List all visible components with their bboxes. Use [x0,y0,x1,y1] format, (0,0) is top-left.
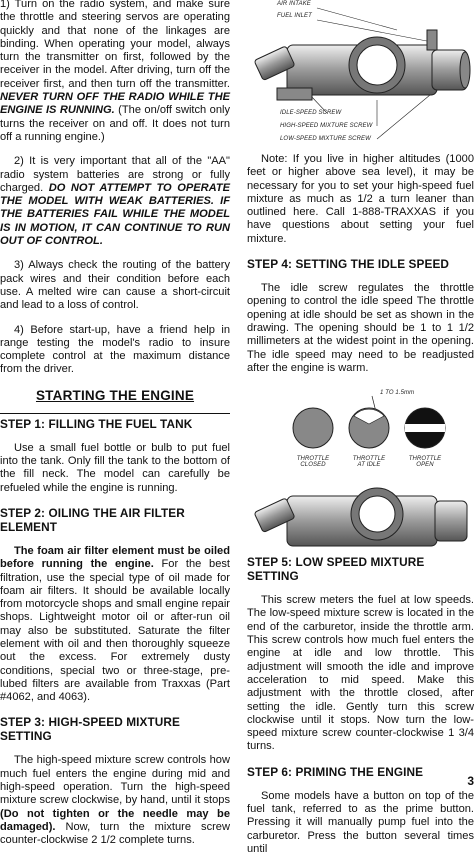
step5-text: This screw meters the fuel at low speeds. The low-speed mixture screw is located in the end of the carburetor, inside the throttle arm. This screw controls how much fuel enters the engine at idle and low throttle. This adjustment will smooth the idle and improve acceleration to mid speed. Make this adjustment with the throttle closed, after setting the idle. Gently turn this screw clockwise until it stops. Now turn the low-speed mixture screw counter-clockwise 1 3/4 turns. [247,594,474,753]
paragraph-text: For the best filtration, use the special type of oil made for foam air filters. It should be available locally from motorcycle shops and small engine repair shops. Lightweight motor oil or after-run oil may also be substituted. Saturate the filter element with oil and then thoroughly squeeze out the excess. For extremely dusty conditions, special two or three-stage, pre-lubed filters are available from Traxxas (Part #4062, and 4063). [0,558,230,704]
high-speed-screw-label: HIGH-SPEED MIXTURE SCREW [280,123,373,129]
step1-text: Use a small fuel bottle or bulb to put fuel into the tank. Only fill the tank to the bottom of the fill neck. The model can carefully be refueled while the engine is running. [0,441,230,494]
warning-text: NEVER TURN OFF THE RADIO WHILE THE ENGINE IS RUNNING. [0,91,230,117]
paragraph-radio-on [0,0,230,144]
altitude-note: Note: If you live in higher altitudes (1000 feet or higher above sea level), it may be necessary for you to set your high-speed fuel mixture as much as 1/2 a turn leaner than outlined here. Call 1-888-TRAXXAS if you have questions about setting your fuel mixture. [247,153,474,245]
paragraph-batteries [0,155,230,248]
paragraph-text: Now, turn the mixture screw counter-clockwise 2 1/2 complete turns. [0,820,230,847]
step4-heading: STEP 4: SETTING THE IDLE SPEED [247,257,450,272]
step3-text [0,754,230,847]
throttle-illustration [247,386,474,551]
gap-label: 1 TO 1.5mm [380,390,415,397]
bold-text: The foam air filter element must be oiled before running the engine. [0,544,230,571]
step6-text: Some models have a button on top of the fuel tank, referred to as the prime button. Pressing it will manually pump fuel into the carburetor. Press the button several times until [247,789,474,855]
throttle-open-label: THROTTLE OPEN [408,456,442,469]
step6-heading: STEP 6: PRIMING THE ENGINE [247,764,424,779]
right-column [247,0,474,867]
throttle-idle-label: THROTTLE AT IDLE [352,456,386,469]
air-intake-label: AIR INTAKE [277,1,311,7]
paragraph-text: The high-speed mixture screw controls how much fuel enters the engine during mid and high-speed operation. Turn the high-speed mixture screw clockwise, by hand, until it stops [0,754,230,807]
step5-heading: STEP 5: LOW SPEED MIXTURE SETTING [247,555,425,584]
paragraph-text: 1) Turn on the radio system, and make sure the throttle and steering servos are operating quickly and that none of the linkages are binding. When operating your model, always turn the transmitter on first, followed by the receiver in the model. After driving, turn off the receiver first, and then turn off the transmitter. [0,0,230,90]
section-title: STARTING THE ENGINE [35,387,195,403]
paragraph-range-test: 4) Before start-up, have a friend help in range testing the model's radio to insure complete control at the maximum distance from the driver. [0,323,230,376]
bold-text: (Do not tighten or the needle may be damaged). [0,807,230,833]
step4-text: The idle screw regulates the throttle opening to control the idle speed The throttle opening at idle should be set as shown in the drawing. The opening should be 1 to 1 1/2 millimeters at the widest point in the opening. The idle speed may need to be readjusted after the engine is warm. [247,282,474,374]
throttle-closed-label: THROTTLE CLOSED [296,456,330,469]
fuel-inlet-label: FUEL INLET [277,13,312,19]
divider [0,413,230,414]
paragraph-wires: 3) Always check the routing of the battery pack wires and their condition before each use. A melted wire can cause a short-circuit and lead to a loss of control. [0,259,230,312]
idle-screw-label: IDLE-SPEED SCREW [280,110,342,116]
step2-text [0,545,230,705]
step2-heading: STEP 2: OILING THE AIR FILTER ELEMENT [0,505,185,534]
step3-heading: STEP 3: HIGH-SPEED MIXTURE SETTING [0,715,181,744]
warning-text: DO NOT ATTEMPT TO OPERATE THE MODEL WITH WEAK BATTERIES. IF THE BATTERIES FAIL WHILE THE MODEL IS IN MOTION, IT CAN CONTINUE TO RUN OUT OF CONTROL. [0,181,230,248]
paragraph-text: (The on/off switch only turns the receiver on and off. It does not turn off a running engine.) [0,104,230,143]
throttle-figure [247,386,474,551]
step1-heading: STEP 1: FILLING THE FUEL TANK [0,416,193,431]
page-number: 3 [467,774,474,788]
low-speed-screw-label: LOW-SPEED MIXTURE SCREW [280,136,371,142]
left-column [0,0,230,859]
paragraph-text: 2) It is very important that all of the "AA" radio system batteries are strong or fully charged. [0,155,230,194]
carburetor-figure [247,0,474,150]
